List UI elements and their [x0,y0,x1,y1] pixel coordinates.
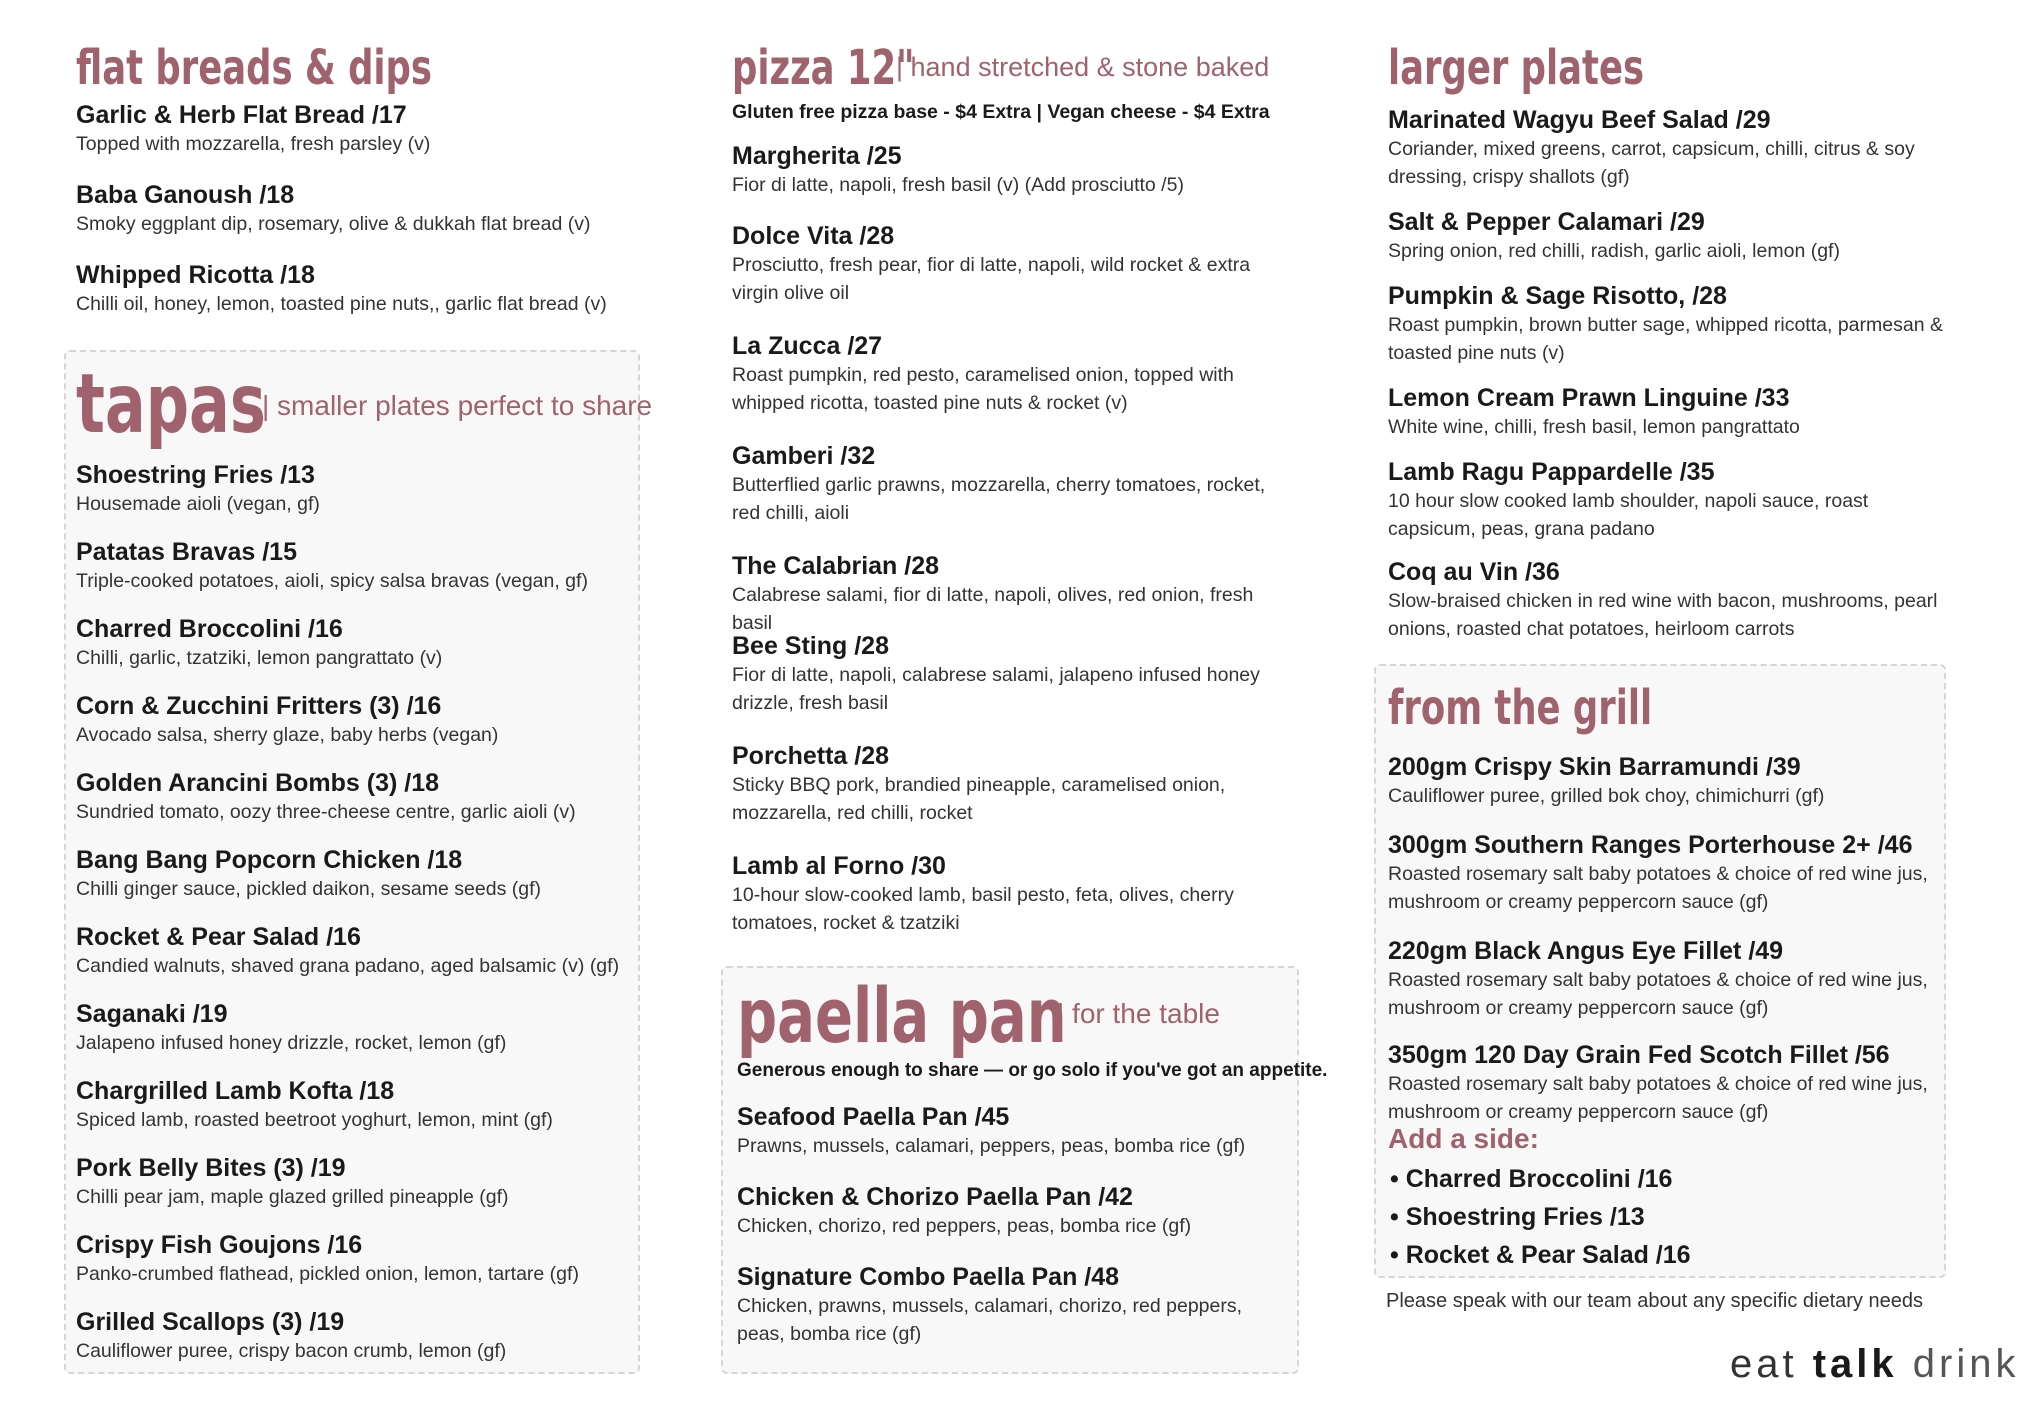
menu-item [1388,207,1954,265]
item-desc: Sundried tomato, oozy three-cheese centre, garlic aioli (v) [76,801,576,823]
menu-item [76,260,607,318]
brand-logo [1730,1342,2020,1387]
item-name: Lamb Ragu Pappardelle /35 [1388,458,1715,486]
item-desc: Spiced lamb, roasted beetroot yoghurt, lemon, mint (gf) [76,1109,553,1131]
dietary-note: Please speak with our team about any specific dietary needs [1386,1290,1923,1312]
item-name: Gamberi /32 [732,442,876,470]
item-name: The Calabrian /28 [732,552,940,580]
item-desc: 10 hour slow cooked lamb shoulder, napoli sauce, roast capsicum, peas, grana padano [1388,490,1869,540]
menu-item [76,537,636,595]
item-name: Saganaki /19 [76,1000,228,1028]
item-desc: Chilli pear jam, maple glazed grilled pineapple (gf) [76,1186,509,1208]
item-desc: Roast pumpkin, red pesto, caramelised onion, topped with whipped ricotta, toasted pine nuts & rocket (v) [732,364,1234,414]
menu-item [732,551,1292,637]
item-desc: Jalapeno infused honey drizzle, rocket, lemon (gf) [76,1032,507,1054]
menu-item [76,922,636,980]
item-desc: Triple-cooked potatoes, aioli, spicy salsa bravas (vegan, gf) [76,570,588,592]
menu-item [1388,752,1936,810]
item-name: Salt & Pepper Calamari /29 [1388,208,1705,236]
add-side-title: Add a side: [1388,1123,1539,1154]
tapas-section [64,350,653,1374]
item-name: Chicken & Chorizo Paella Pan /42 [737,1183,1133,1211]
item-name: Charred Broccolini /16 [76,615,343,643]
menu-item [76,614,636,672]
grill-section [1374,664,1946,1278]
item-name: Signature Combo Paella Pan /48 [737,1263,1120,1291]
item-name: Golden Arancini Bombs (3) /18 [76,769,440,797]
menu-item [76,1076,636,1134]
item-desc: Butterflied garlic prawns, mozzarella, cherry tomatoes, rocket, red chilli, aioli [732,474,1266,524]
item-desc: Chilli, garlic, tzatziki, lemon pangrattato (v) [76,647,443,669]
flatbreads-title: flat breads & dips [76,40,432,96]
side-item: • Charred Broccolini /16 [1390,1165,1673,1193]
menu-item [732,631,1292,717]
item-name: 200gm Crispy Skin Barramundi /39 [1388,753,1801,781]
menu-item [732,441,1292,527]
item-name: Crispy Fish Goujons /16 [76,1231,363,1259]
item-desc: Roasted rosemary salt baby potatoes & choice of red wine jus, mushroom or creamy peppercorn sauce (gf) [1388,863,1928,913]
menu-item [737,1262,1277,1348]
menu-item [1388,557,1954,643]
item-name: Rocket & Pear Salad /16 [76,923,361,951]
item-name: Whipped Ricotta /18 [76,261,315,289]
item-name: 220gm Black Angus Eye Fillet /49 [1388,937,1784,965]
item-name: Seafood Paella Pan /45 [737,1103,1010,1131]
menu-item [732,221,1292,307]
item-desc: Roast pumpkin, brown butter sage, whipped ricotta, parmesan & toasted pine nuts (v) [1388,314,1943,364]
menu-item [1388,936,1936,1022]
menu-item [1388,105,1954,191]
item-desc: Sticky BBQ pork, brandied pineapple, caramelised onion, mozzarella, red chilli, rocket [732,774,1226,824]
item-name: Bang Bang Popcorn Chicken /18 [76,846,463,874]
menu-item [76,1307,636,1365]
menu-item [76,845,636,903]
item-name: Bee Sting /28 [732,632,889,660]
item-desc: Topped with mozzarella, fresh parsley (v) [76,133,431,155]
menu-item [1388,457,1954,543]
item-name: Chargrilled Lamb Kofta /18 [76,1077,395,1105]
item-desc: Panko-crumbed flathead, pickled onion, lemon, tartare (gf) [76,1263,579,1285]
menu-item [76,1153,636,1211]
item-name: 300gm Southern Ranges Porterhouse 2+ /46 [1388,831,1913,859]
menu-item [737,1182,1277,1240]
paella-title: paella pan [737,971,1067,1060]
item-name: Porchetta /28 [732,742,890,770]
item-name: Marinated Wagyu Beef Salad /29 [1388,106,1771,134]
item-desc: Chicken, chorizo, red peppers, peas, bomba rice (gf) [737,1215,1192,1237]
item-desc: Avocado salsa, sherry glaze, baby herbs (vegan) [76,724,499,746]
item-desc: Fior di latte, napoli, calabrese salami, jalapeno infused honey drizzle, fresh basil [732,664,1260,714]
menu-item [732,741,1292,827]
item-desc: Chicken, prawns, mussels, calamari, chorizo, red peppers, peas, bomba rice (gf) [737,1295,1243,1345]
item-desc: Cauliflower puree, grilled bok choy, chimichurri (gf) [1388,785,1825,807]
tapas-subtitle: | smaller plates perfect to share [262,390,653,421]
item-desc: Housemade aioli (vegan, gf) [76,493,320,515]
brand-talk: talk [1812,1342,1898,1386]
menu-item [732,851,1292,937]
item-name: Pumpkin & Sage Risotto, /28 [1388,282,1727,310]
item-name: Grilled Scallops (3) /19 [76,1308,345,1336]
item-desc: Chilli ginger sauce, pickled daikon, sesame seeds (gf) [76,878,541,900]
item-desc: Calabrese salami, fior di latte, napoli, olives, red onion, fresh basil [732,584,1254,634]
menu-item [737,1102,1277,1160]
item-desc: Coriander, mixed greens, carrot, capsicum, chilli, citrus & soy dressing, crispy shallots (gf) [1388,138,1915,188]
item-name: Baba Ganoush /18 [76,181,295,209]
item-name: La Zucca /27 [732,332,883,360]
tapas-header [76,357,653,452]
paella-note: Generous enough to share — or go solo if you've got an appetite. [737,1060,1328,1081]
grill-title: from the grill [1388,680,1653,736]
menu-item [1388,281,1954,367]
pizza-note: Gluten free pizza base - $4 Extra | Vegan cheese - $4 Extra [732,101,1270,123]
pizza-subtitle: | hand stretched & stone baked [896,52,1270,82]
menu-item [76,1230,636,1288]
item-name: Pork Belly Bites (3) /19 [76,1154,346,1182]
item-desc: Chilli oil, honey, lemon, toasted pine nuts,, garlic flat bread (v) [76,293,607,315]
item-desc: Slow-braised chicken in red wine with bacon, mushrooms, pearl onions, roasted chat potatoes, heirloom carrots [1388,590,1938,640]
menu-item [1388,1040,1936,1126]
item-name: Lemon Cream Prawn Linguine /33 [1388,384,1790,412]
menu-item [1388,830,1936,916]
tapas-title: tapas [76,357,266,452]
menu-item [76,100,430,158]
item-name: Lamb al Forno /30 [732,852,946,880]
item-desc: Prosciutto, fresh pear, fior di latte, napoli, wild rocket & extra virgin olive oil [732,254,1251,304]
larger-title: larger plates [1388,40,1645,96]
item-desc: Prawns, mussels, calamari, peppers, peas, bomba rice (gf) [737,1135,1246,1157]
menu-item [76,691,636,749]
item-name: Coq au Vin /36 [1388,558,1560,586]
sides-list [1390,1160,1691,1274]
item-name: Margherita /25 [732,142,902,170]
item-desc: Cauliflower puree, crispy bacon crumb, lemon (gf) [76,1340,507,1362]
item-name: Patatas Bravas /15 [76,538,297,566]
item-desc: Smoky eggplant dip, rosemary, olive & dukkah flat bread (v) [76,213,591,235]
menu-item [732,141,1292,199]
menu-item [76,999,636,1057]
menu-item [1388,383,1954,441]
pizza-title: pizza 12" [732,40,915,96]
item-name: 350gm 120 Day Grain Fed Scotch Fillet /56 [1388,1041,1890,1069]
item-desc: 10-hour slow-cooked lamb, basil pesto, feta, olives, cherry tomatoes, rocket & tzatziki [732,884,1234,934]
menu-item [76,460,636,518]
item-desc: Fior di latte, napoli, fresh basil (v) (Add prosciutto /5) [732,174,1184,196]
item-name: Dolce Vita /28 [732,222,895,250]
item-desc: Roasted rosemary salt baby potatoes & choice of red wine jus, mushroom or creamy peppercorn sauce (gf) [1388,1073,1928,1123]
paella-subtitle: | for the table [1057,998,1220,1029]
item-name: Shoestring Fries /13 [76,461,315,489]
item-desc: Candied walnuts, shaved grana padano, aged balsamic (v) (gf) [76,955,620,977]
item-name: Corn & Zucchini Fritters (3) /16 [76,692,442,720]
item-desc: Spring onion, red chilli, radish, garlic aioli, lemon (gf) [1388,240,1840,262]
menu-item [732,331,1292,417]
item-desc: Roasted rosemary salt baby potatoes & choice of red wine jus, mushroom or creamy peppercorn sauce (gf) [1388,969,1928,1019]
menu-item [76,180,590,238]
item-desc: White wine, chilli, fresh basil, lemon pangrattato [1388,416,1800,438]
side-item: • Rocket & Pear Salad /16 [1390,1241,1691,1269]
brand-eat: eat [1730,1342,1798,1386]
item-name: Garlic & Herb Flat Bread /17 [76,101,407,129]
paella-section [721,966,1328,1374]
side-item: • Shoestring Fries /13 [1390,1203,1645,1231]
menu-item [76,768,636,826]
brand-drink: drink [1912,1342,2020,1386]
